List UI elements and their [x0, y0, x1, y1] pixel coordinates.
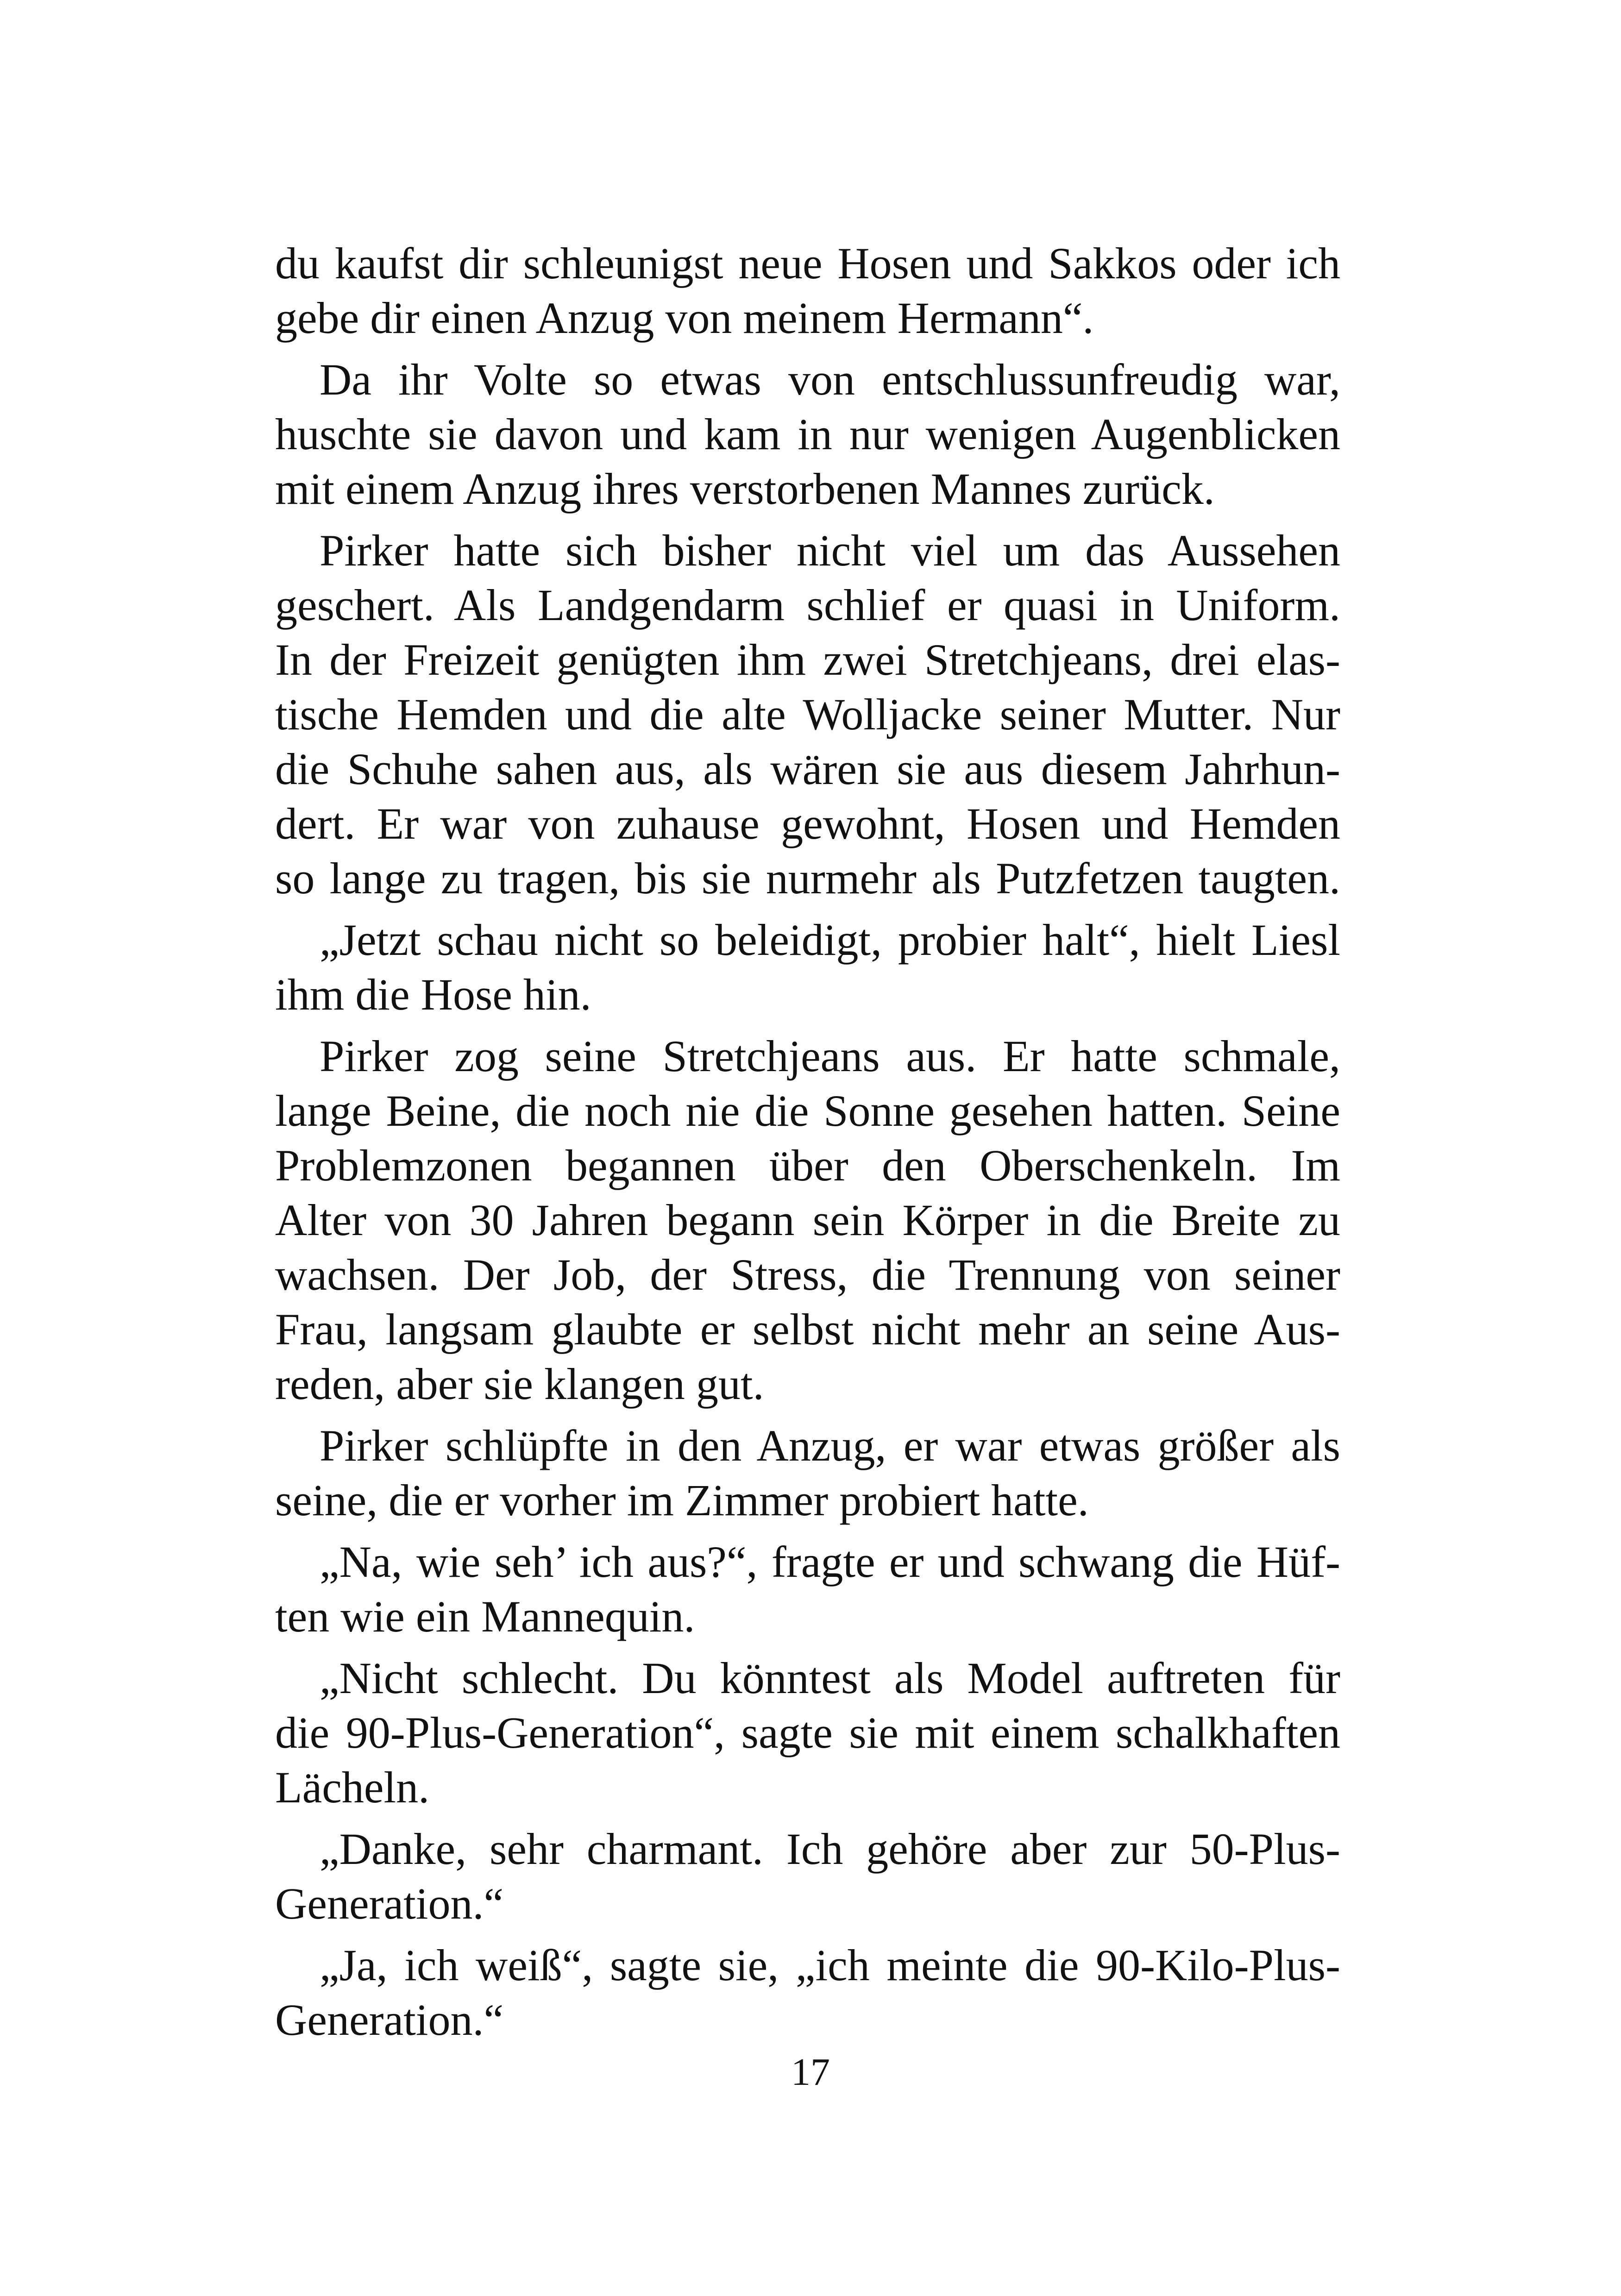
text-line: wachsen. Der Job, der Stress, die Trennung von seiner — [275, 1250, 1340, 1299]
text-line: „Na, wie seh’ ich aus?“, fragte er und schwang die Hüf- — [320, 1537, 1340, 1587]
paragraph — [275, 1418, 1340, 1528]
text-line: seine, die er vorher im Zimmer probiert hatte. — [275, 1475, 1089, 1525]
text-line: Generation.“ — [275, 1995, 504, 2045]
text-line: tische Hemden und die alte Wolljacke seiner Mutter. Nur — [275, 690, 1340, 739]
text-line: reden, aber sie klangen gut. — [275, 1359, 764, 1409]
text-line: huschte sie davon und kam in nur wenigen Augenblicken — [275, 409, 1340, 459]
text-line: dert. Er war von zuhause gewohnt, Hosen und Hemden — [275, 799, 1340, 848]
text-line: die Schuhe sahen aus, als wären sie aus diesem Jahrhun- — [275, 744, 1340, 794]
paragraph — [275, 523, 1340, 906]
text-line: Problemzonen begannen über den Oberschenkeln. Im — [275, 1141, 1340, 1190]
text-line: „Jetzt schau nicht so beleidigt, probier halt“, hielt Liesl — [320, 915, 1340, 965]
text-line: geschert. Als Landgendarm schlief er quasi in Uniform. — [275, 580, 1340, 630]
text-line: so lange zu tragen, bis sie nurmehr als Putzfetzen taugten. — [275, 853, 1340, 903]
text-line: Da ihr Volte so etwas von entschlussunfreudig war, — [320, 355, 1340, 404]
text-line: Alter von 30 Jahren begann sein Körper in die Breite zu — [275, 1195, 1340, 1245]
text-line: Frau, langsam glaubte er selbst nicht mehr an seine Aus- — [275, 1305, 1340, 1354]
paragraph — [275, 1651, 1340, 1815]
text-line: du kaufst dir schleunigst neue Hosen und Sakkos oder ich — [275, 238, 1340, 288]
text-line: Pirker hatte sich bisher nicht viel um das Aussehen — [320, 526, 1340, 575]
paragraph — [275, 1029, 1340, 1411]
text-line: gebe dir einen Anzug von meinem Hermann“. — [275, 293, 1094, 343]
paragraph — [275, 1535, 1340, 1644]
text-line: „Danke, sehr charmant. Ich gehöre aber zur 50-Plus- — [320, 1824, 1340, 1874]
text-line: Pirker zog seine Stretchjeans aus. Er hatte schmale, — [320, 1031, 1340, 1081]
text-line: ihm die Hose hin. — [275, 970, 591, 1019]
text-line: lange Beine, die noch nie die Sonne gesehen hatten. Seine — [275, 1086, 1340, 1135]
text-line: Lächeln. — [275, 1763, 430, 1812]
body-text — [275, 236, 1340, 2047]
paragraph — [275, 352, 1340, 516]
text-line: mit einem Anzug ihres verstorbenen Mannes zurück. — [275, 464, 1215, 514]
text-line: die 90-Plus-Generation“, sagte sie mit einem schalkhaften — [275, 1708, 1340, 1757]
text-line: Generation.“ — [275, 1879, 504, 1928]
paragraph — [275, 913, 1340, 1022]
text-line: ten wie ein Mannequin. — [275, 1592, 695, 1641]
paragraph — [275, 1822, 1340, 1931]
text-line: „Nicht schlecht. Du könntest als Model auftreten für — [320, 1653, 1340, 1703]
text-line: Pirker schlüpfte in den Anzug, er war etwas größer als — [320, 1421, 1340, 1470]
page-number: 17 — [791, 2051, 830, 2094]
text-line: In der Freizeit genügten ihm zwei Stretchjeans, drei elas- — [275, 635, 1340, 684]
paragraph — [275, 1938, 1340, 2047]
text-line: „Ja, ich weiß“, sagte sie, „ich meinte die 90-Kilo-Plus- — [320, 1940, 1340, 1990]
paragraph — [275, 236, 1340, 345]
